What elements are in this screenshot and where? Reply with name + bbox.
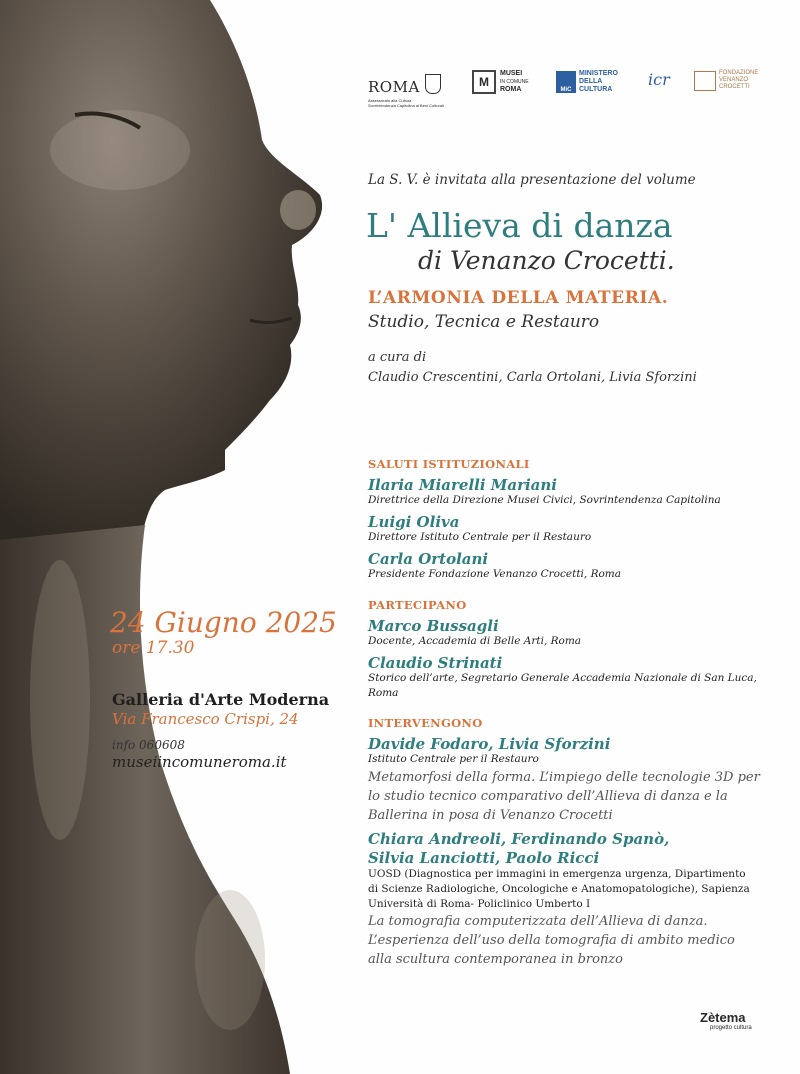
speaker-names: Silvia Lanciotti, Paolo Ricci — [368, 849, 600, 867]
talk-title-line: lo studio tecnico comparativo dell’Allieva di danza e la — [368, 789, 728, 804]
roma-logo-sub1: Assessorato alla Cultura — [368, 98, 412, 103]
bronze-sculpture-image — [0, 0, 330, 1074]
intervengono-heading: INTERVENGONO — [368, 716, 483, 730]
talk-title-line: Metamorfosi della forma. L’impiego delle tecnologie 3D per — [368, 770, 760, 785]
speaker-name: Carla Ortolani — [368, 550, 489, 568]
speaker-name: Ilaria Miarelli Mariani — [368, 476, 558, 494]
fondazione-crocetti-logo — [694, 70, 758, 91]
speaker-role: UOSD (Diagnostica per immagini in emergenza urgenza, Dipartimento — [368, 868, 746, 880]
ministero-text-3: CULTURA — [579, 86, 613, 93]
speaker-role: Storico dell’arte, Segretario Generale Accademia Nazionale di San Luca, — [368, 672, 757, 684]
fondazione-text-3: CROCETTI — [719, 84, 750, 90]
info-phone: info 060608 — [112, 738, 185, 752]
musei-text-1: MUSEI — [500, 70, 523, 77]
curated-label: a cura di — [368, 350, 427, 365]
talk-title-line: Ballerina in posa di Venanzo Crocetti — [368, 808, 613, 823]
speaker-role: Università di Roma- Policlinico Umberto I — [368, 898, 591, 910]
fondazione-emblem-icon — [694, 71, 716, 91]
musei-text-3: ROMA — [500, 86, 522, 93]
event-date: 24 Giugno 2025 — [110, 606, 337, 639]
talk-title-line: La tomografia computerizzata dell’Allieva di danza. — [368, 914, 708, 929]
talk-title-line: alla scultura contemporanea in bronzo — [368, 952, 623, 967]
event-time: ore 17.30 — [112, 638, 195, 658]
speaker-names: Davide Fodaro, Livia Sforzini — [368, 735, 611, 753]
fondazione-text-2: VENANZO — [719, 77, 749, 83]
roma-logo-text: ROMA — [368, 78, 420, 96]
speaker-role: Roma — [368, 687, 399, 699]
speaker-role: Presidente Fondazione Venanzo Crocetti, Roma — [368, 568, 622, 580]
book-title: L' Allieva di danza — [366, 206, 673, 245]
roma-logo-sub2: Sovrintendenza Capitolina ai Beni Culturali — [368, 103, 444, 108]
musei-text-2: IN COMUNE — [500, 79, 529, 85]
invitation-text: La S. V. è invitata alla presentazione del volume — [368, 172, 696, 188]
speaker-name: Marco Bussagli — [368, 617, 499, 635]
curators: Claudio Crescentini, Carla Ortolani, Livia Sforzini — [368, 370, 697, 385]
ministero-text-1: MINISTERO — [579, 70, 618, 77]
musei-m-icon: M — [472, 70, 496, 94]
speaker-name: Luigi Oliva — [368, 513, 460, 531]
venue-name: Galleria d'Arte Moderna — [112, 690, 330, 709]
speaker-name: Claudio Strinati — [368, 654, 503, 672]
speaker-role: Direttore Istituto Centrale per il Restauro — [368, 531, 592, 543]
book-subtitle: di Venanzo Crocetti. — [418, 246, 675, 275]
zetema-sub: progetto cultura — [710, 1025, 752, 1031]
venue-address: Via Francesco Crispi, 24 — [112, 710, 299, 728]
talk-title-line: L’esperienza dell’uso della tomografia di ambito medico — [368, 933, 735, 948]
speaker-names: Chiara Andreoli, Ferdinando Spanò, — [368, 830, 670, 848]
fondazione-text-1: FONDAZIONE — [719, 70, 759, 76]
mic-icon: MiC — [556, 71, 576, 93]
speaker-role: Direttrice della Direzione Musei Civici, Sovrintendenza Capitolina — [368, 494, 721, 506]
roma-crest-icon — [425, 74, 441, 94]
speaker-role: Docente, Accademia di Belle Arti, Roma — [368, 635, 582, 647]
website-link[interactable]: museiincomuneroma.it — [112, 753, 287, 771]
book-tagline-2: Studio, Tecnica e Restauro — [368, 312, 600, 332]
speaker-role: di Scienze Radiologiche, Oncologiche e Anatomopatologiche), Sapienza — [368, 883, 750, 895]
book-tagline: L’ARMONIA DELLA MATERIA. — [368, 288, 669, 308]
zetema-text: Zètema — [700, 1010, 746, 1025]
partecipano-heading: PARTECIPANO — [368, 598, 467, 612]
ministero-text-2: DELLA — [579, 78, 603, 85]
saluti-heading: SALUTI ISTITUZIONALI — [368, 457, 530, 471]
ministero-cultura-logo — [556, 70, 618, 94]
speaker-role: Istituto Centrale per il Restauro — [368, 753, 539, 765]
musei-in-comune-logo — [472, 70, 529, 94]
zetema-logo — [700, 1010, 752, 1031]
icr-logo: icr — [648, 70, 670, 89]
